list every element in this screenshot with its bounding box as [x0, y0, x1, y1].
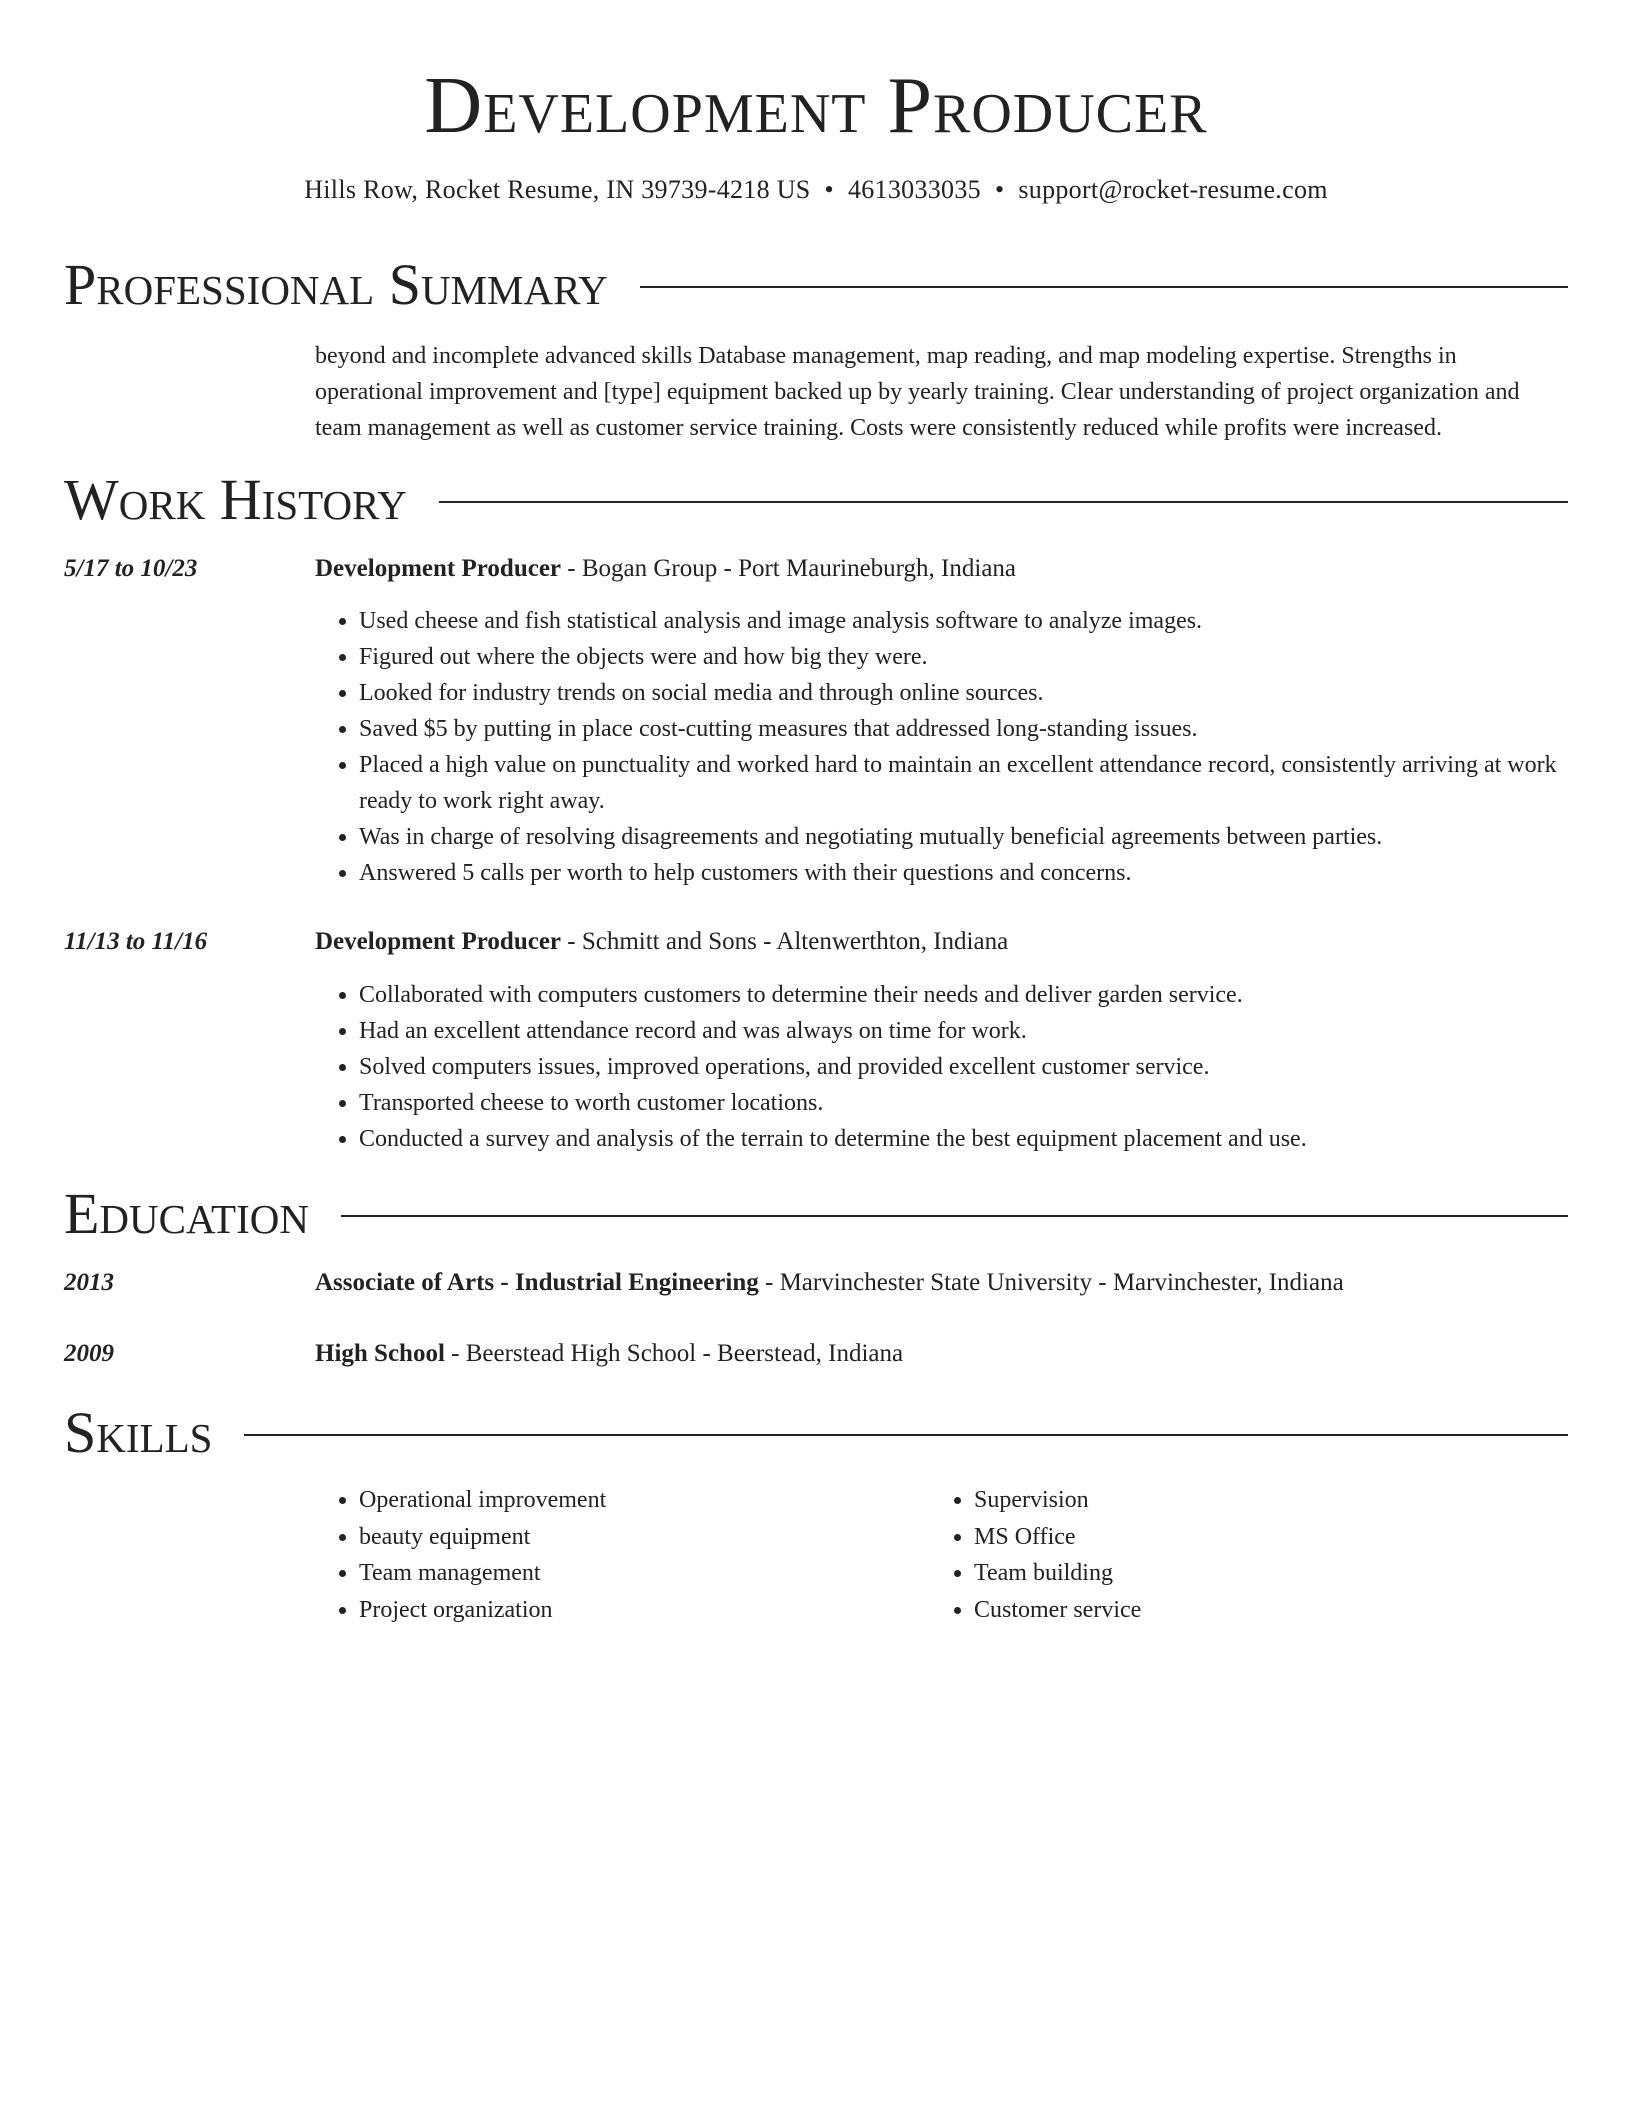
job-bullet-list	[315, 603, 1568, 891]
list-item: • Conducted a survey and analysis of the terrain to determine the best equipment placement and use.	[359, 1121, 1568, 1157]
education-section-header	[64, 1179, 1568, 1249]
list-item: • Looked for industry trends on social media and through online sources.	[359, 675, 1568, 711]
education-entry	[315, 1336, 1568, 1372]
job-heading	[315, 924, 1568, 960]
skill-item: • MS Office	[974, 1519, 1530, 1556]
skill-item: • Operational improvement	[359, 1482, 915, 1519]
job-dates: 5/17 to 10/23	[64, 555, 198, 582]
list-item: • Solved computers issues, improved operations, and provided excellent customer service.	[359, 1049, 1568, 1085]
education-heading: Education	[64, 1181, 309, 1246]
education-details: - Beerstead High School - Beerstead, Indiana	[444, 1340, 904, 1367]
list-item: • Figured out where the objects were and how big they were.	[359, 639, 1568, 675]
section-divider	[640, 286, 1568, 288]
contact-email: support@rocket-resume.com	[1018, 175, 1328, 204]
skill-item: • Customer service	[974, 1592, 1530, 1629]
contact-separator: •	[994, 175, 1005, 204]
work-section-header	[64, 465, 1568, 535]
job-title: Development Producer	[315, 555, 562, 582]
section-divider	[439, 501, 1568, 503]
skill-item: • Project organization	[359, 1592, 915, 1629]
education-degree: High School	[315, 1340, 445, 1367]
job-title: Development Producer	[315, 928, 562, 955]
skill-item: • Team management	[359, 1555, 915, 1592]
list-item: • Answered 5 calls per worth to help customers with their questions and concerns.	[359, 855, 1568, 891]
skill-item: • Supervision	[974, 1482, 1530, 1519]
education-year: 2009	[64, 1340, 114, 1367]
education-entry	[315, 1265, 1568, 1301]
list-item: • Collaborated with computers customers to determine their needs and deliver garden service.	[359, 977, 1568, 1013]
list-item: • Had an excellent attendance record and was always on time for work.	[359, 1013, 1568, 1049]
list-item: • Used cheese and fish statistical analysis and image analysis software to analyze images.	[359, 603, 1568, 639]
contact-address: Hills Row, Rocket Resume, IN 39739-4218 US	[304, 175, 811, 204]
skills-heading: Skills	[64, 1400, 213, 1465]
contact-separator: •	[824, 175, 834, 204]
skills-list-left	[315, 1482, 915, 1628]
summary-text: beyond and incomplete advanced skills Database management, map reading, and map modeling expertise. Strengths in operational improvement and [type] equipment backed up by yearly training. Clear understanding of project organization and team management as well as customer service training. Costs were consistently reduced while profits were increased.	[315, 343, 1520, 441]
education-year: 2013	[64, 1269, 114, 1296]
list-item: • Was in charge of resolving disagreements and negotiating mutually beneficial agreements between parties.	[359, 819, 1568, 855]
education-details: - Marvinchester State University - Marvinchester, Indiana	[758, 1269, 1344, 1296]
education-degree: Associate of Arts - Industrial Engineering	[315, 1269, 759, 1296]
job-details: - Bogan Group - Port Maurineburgh, Indiana	[561, 555, 1017, 582]
list-item: • Saved $5 by putting in place cost-cutting measures that addressed long-standing issues.	[359, 711, 1568, 747]
skills-list-right	[930, 1482, 1530, 1628]
job-dates: 11/13 to 11/16	[64, 928, 208, 955]
contact-line	[64, 172, 1568, 208]
summary-section-header	[64, 250, 1568, 320]
section-divider	[244, 1434, 1568, 1436]
resume-name: Development Producer	[424, 62, 1208, 150]
skill-item: • Team building	[974, 1555, 1530, 1592]
skills-section-header	[64, 1398, 1568, 1468]
list-item: • Placed a high value on punctuality and worked hard to maintain an excellent attendance record, consistently arriving at work ready to work right away.	[359, 747, 1568, 819]
list-item: • Transported cheese to worth customer locations.	[359, 1085, 1568, 1121]
job-bullet-list	[315, 977, 1568, 1157]
skill-item: • beauty equipment	[359, 1519, 915, 1556]
work-heading: Work History	[64, 467, 407, 532]
job-details: - Schmitt and Sons - Altenwerthton, Indiana	[561, 928, 1009, 955]
section-divider	[341, 1215, 1568, 1217]
job-heading	[315, 551, 1568, 587]
summary-heading: Professional Summary	[64, 252, 608, 317]
contact-phone: 4613033035	[847, 175, 981, 204]
